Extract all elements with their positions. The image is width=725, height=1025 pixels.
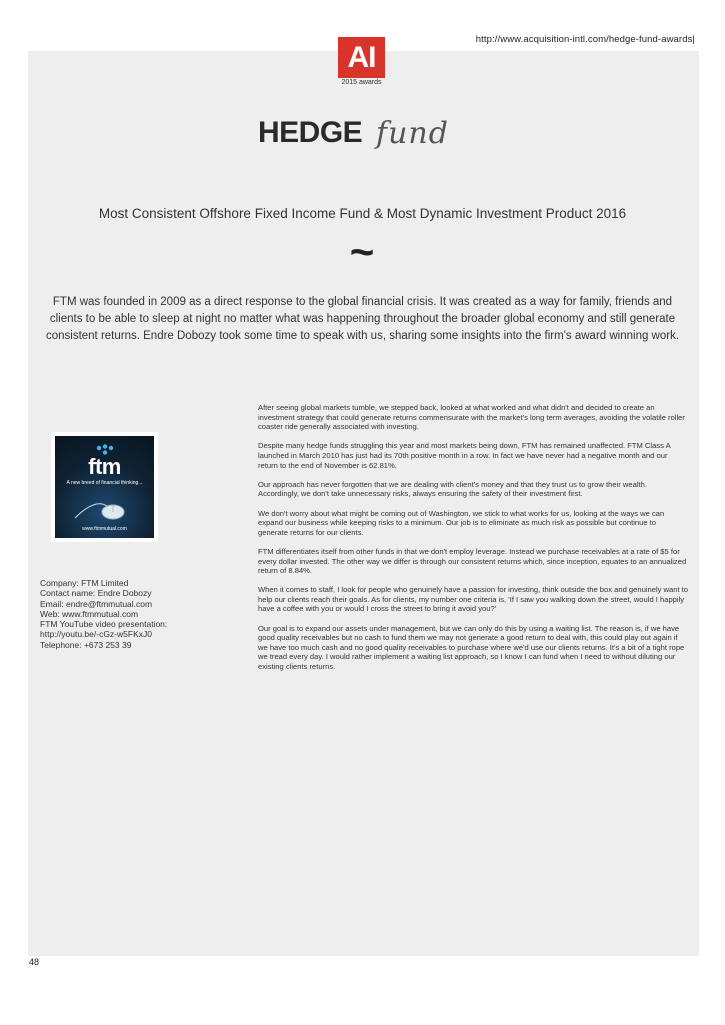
contact-web[interactable]: Web: www.ftmmutual.com [40, 608, 139, 619]
ftm-site-url: www.ftmmutual.com [82, 526, 127, 532]
body-paragraph: Our goal is to expand our assets under management, but we can only do this by using a waiting list. The reason is, if we have good quality receivables but no cash to fund them we may not generate a good return to deal with, this could play out again if we have too much cash and no good quality receivables to purchase where we'd use our clients returns. It's a bit of a tight rope we tread every day. I would rather implement a waiting list approach, so I know I can fund when I need to without diluting our existing clients returns. [258, 623, 685, 672]
ftm-video-thumbnail[interactable] [51, 432, 158, 542]
body-paragraph: Despite many hedge funds struggling this year and most markets being down, FTM has remained unaffected. FTM Class A launched in March 2010 has just had its 70th positive month in a row. In fact we have never had a negative month and our return to the end of November is 62.81%. [258, 441, 671, 470]
body-paragraph: Our approach has never forgotten that we are dealing with client's money and that they trust us to grow their wealth. Accordingly, we don't take unnecessary risks, always ensuring the safety of their investment first. [258, 479, 647, 499]
page-number: 48 [29, 957, 40, 967]
ai-year-label: 2015 awards [341, 79, 382, 86]
contact-company: Company: FTM Limited [40, 578, 129, 588]
ai-awards-logo [338, 37, 385, 89]
source-url[interactable]: http://www.acquisition-intl.com/hedge-fund-awards| [475, 34, 695, 45]
award-headline: Most Consistent Offshore Fixed Income Fund & Most Dynamic Investment Product 2016 [98, 206, 627, 221]
body-paragraph: When it comes to staff, I look for people who genuinely have a passion for investing, think outside the box and genuinely want to help our clients reach their goals. As for clients, my number one criteria is, 'If I saw you walking down the street, would I happily have a coffee with you or would I cross the street to bring it avoid you?' [258, 585, 689, 614]
contact-youtube-link[interactable]: http://youtu.be/-cGz-w5FKxJ0 [40, 629, 152, 640]
contact-name: Contact name: Endre Dobozy [40, 588, 152, 599]
hedge-fund-logo [258, 112, 468, 158]
hedge-fund-logo-script: fund [376, 116, 449, 151]
contact-details [40, 578, 230, 650]
article-body [258, 403, 688, 681]
body-paragraph: FTM differentiates itself from other funds in that we don't employ leverage. Instead we purchase receivables at a rate of $5 for every dollar invested. The other way we differ is through our consistent returns which, since inception, equates to an annualized return of 8.84%. [258, 546, 687, 576]
hedge-fund-logo-bold: HEDGE [258, 116, 363, 149]
ftm-brand-text: ftm [88, 454, 121, 479]
body-paragraph: We don't worry about what might be coming out of Washington, we stick to what works for us, looking at the ways we can expand our business while keeping risks to a minimum. Our job is to eliminate as much risk as possible but continue to generate returns for our clients. [258, 508, 665, 537]
ftm-thumbnail-image [55, 436, 154, 538]
contact-telephone: Telephone: +673 253 39 [40, 639, 132, 650]
body-paragraph: After seeing global markets tumble, we stepped back, looked at what worked and what didn't and decided to create an investment strategy that could generate returns commensurate with the market's long term averages, avoiding the volatile roller coaster ride generally associated with investing. [258, 403, 685, 432]
computer-mouse-icon [55, 488, 154, 528]
tilde-divider-icon: ~ [349, 228, 375, 275]
intro-paragraph: FTM was founded in 2009 as a direct response to the global financial crisis. It was created as a way for family, friends and clients to be able to sleep at night no matter what was happening throughout the broader global economy and still generate consistent returns. Endre Dobozy took some time to speak with us, sharing some insights into the firm's award winning work. [45, 296, 680, 342]
contact-email[interactable]: Email: endre@ftmmutual.com [40, 598, 153, 609]
ftm-tagline: A new breed of financial thinking... [66, 480, 143, 486]
contact-youtube-label: FTM YouTube video presentation: [40, 619, 168, 630]
ai-badge: AI [338, 37, 385, 78]
